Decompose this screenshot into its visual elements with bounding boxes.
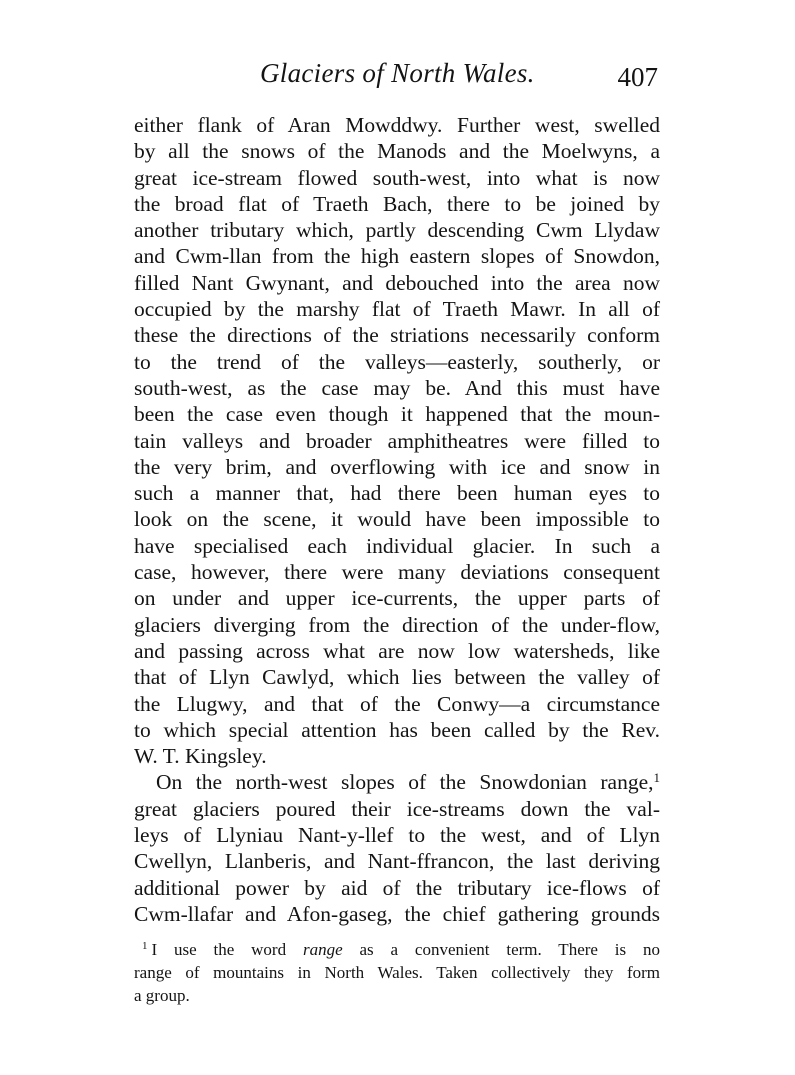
body-text: [134, 112, 660, 927]
page-number: 407: [617, 62, 658, 92]
text-line: on under and upper ice-currents, the upper parts of: [134, 586, 660, 611]
text-line: the Llugwy, and that of the Conwy—a circumstance: [134, 691, 660, 716]
text-line: these the directions of the striations necessarily conform: [134, 323, 660, 348]
footnote-line: a group.: [134, 986, 190, 1005]
text-line: another tributary which, partly descending Cwm Llydaw: [134, 218, 660, 243]
text-line: look on the scene, it would have been impossible to: [134, 507, 660, 532]
footnote-line: range of mountains in North Wales. Taken collectively they form: [134, 963, 660, 982]
running-title: Glaciers of North Wales.: [260, 58, 535, 88]
text-line: Cwm-llafar and Afon-gaseg, the chief gathering grounds: [134, 901, 660, 926]
text-line: additional power by aid of the tributary ice-flows of: [134, 875, 660, 900]
footnote-text: as a convenient term. There is no: [359, 940, 660, 959]
text-line: that of Llyn Cawlyd, which lies between the valley of: [134, 665, 660, 690]
footnote-line: [134, 938, 660, 961]
footnote: [134, 938, 660, 1007]
footnote-marker: 1: [142, 940, 148, 952]
text-line: leys of Llyniau Nant-y-llef to the west, and of Llyn: [134, 823, 660, 848]
footnote-reference: 1: [653, 770, 660, 786]
text-line: great ice-stream flowed south-west, into what is now: [134, 165, 660, 190]
paragraph-first-line: [134, 769, 660, 795]
text-line: W. T. Kingsley.: [134, 744, 267, 769]
text-line: by all the snows of the Manods and the Moelwyns, a: [134, 139, 660, 164]
running-head: [134, 58, 660, 94]
text-line: the broad flat of Traeth Bach, there to be joined by: [134, 191, 660, 216]
text-line: such a manner that, had there been human eyes to: [134, 481, 660, 506]
text-line: the very brim, and overflowing with ice and snow in: [134, 454, 660, 479]
text-line: to the trend of the valleys—easterly, southerly, or: [134, 349, 660, 374]
text-line: either flank of Aran Mowddwy. Further west, swelled: [134, 113, 660, 137]
text-line: and Cwm-llan from the high eastern slopes of Snowdon,: [134, 244, 660, 269]
footnote-italic-word: range: [302, 940, 343, 959]
text-line: have specialised each individual glacier. In such a: [134, 533, 660, 558]
footnote-text: I use the word: [151, 940, 287, 959]
text-line: tain valleys and broader amphitheatres were filled to: [134, 428, 660, 453]
text-line: occupied by the marshy flat of Traeth Mawr. In all of: [134, 297, 660, 322]
paragraph-first-line-text: On the north-west slopes of the Snowdonian range,: [156, 770, 654, 795]
text-line: great glaciers poured their ice-streams down the val-: [134, 796, 660, 821]
text-line: to which special attention has been called by the Rev.: [134, 717, 660, 742]
text-line: glaciers diverging from the direction of the under-flow,: [134, 612, 660, 637]
text-line: Cwellyn, Llanberis, and Nant-ffrancon, the last deriving: [134, 849, 660, 874]
text-line: south-west, as the case may be. And this must have: [134, 375, 660, 400]
text-line: been the case even though it happened that the moun-: [134, 402, 660, 427]
text-line: and passing across what are now low watersheds, like: [134, 638, 660, 663]
text-line: case, however, there were many deviations consequent: [134, 560, 660, 585]
text-line: filled Nant Gwynant, and debouched into the area now: [134, 270, 660, 295]
